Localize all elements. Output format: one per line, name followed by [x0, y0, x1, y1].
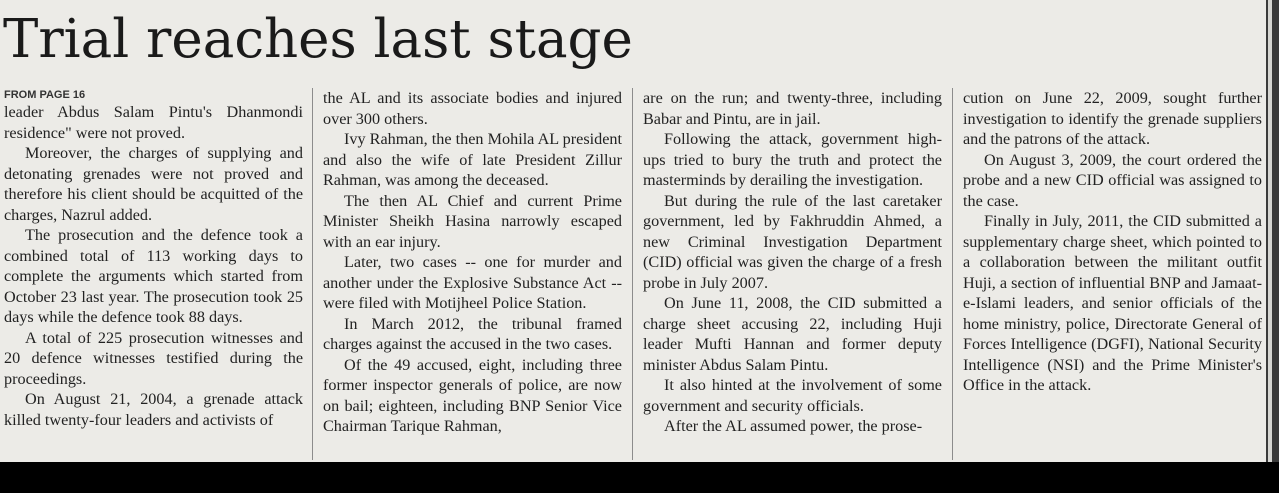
paragraph: It also hinted at the involvement of some government and security officials.	[643, 376, 942, 415]
paragraph: Later, two cases -- one for murder and another under the Explosive Substance Act -- were filed with Motijheel Police Station.	[323, 253, 622, 312]
paragraph: Finally in July, 2011, the CID submitted a supplementary charge sheet, which pointed to a collaboration between the militant outfit Huji, a section of influential BNP and Jamaat-e-Islami leaders, and senior officials of the home ministry, police, Directorate General of Forces Intelligence (DGFI), National Security Intelligence (NSI) and the Prime Minister's Office in the attack.	[963, 212, 1262, 394]
paragraph: cution on June 22, 2009, sought further investigation to identify the grenade suppliers and the patrons of the attack.	[963, 89, 1262, 148]
paragraph: the AL and its associate bodies and injured over 300 others.	[323, 89, 622, 128]
paragraph: A total of 225 prosecution witnesses and 20 defence witnesses testified during the proceedings.	[4, 328, 303, 388]
paragraph: Ivy Rahman, the then Mohila AL president and also the wife of late President Zillur Rahman, was among the deceased.	[323, 130, 622, 189]
paragraph: leader Abdus Salam Pintu's Dhanmondi residence" were not proved.	[4, 103, 303, 142]
paragraph: The prosecution and the defence took a combined total of 113 working days to complete the arguments which started from October 23 last year. The prosecution took 25 days while the defence took 88 days.	[4, 226, 303, 326]
headline: Trial reaches last stage	[3, 9, 633, 70]
bottom-bar	[0, 462, 1279, 493]
article-column-2	[323, 88, 622, 437]
paragraph: On June 11, 2008, the CID submitted a charge sheet accusing 22, including Huji leader Mufti Hannan and former deputy minister Abdus Salam Pintu.	[643, 294, 942, 374]
jump-label: FROM PAGE 16	[4, 89, 86, 101]
paragraph: But during the rule of the last caretaker government, led by Fakhruddin Ahmed, a new Criminal Investigation Department (CID) official was given the charge of a fresh probe in July 2007.	[643, 191, 942, 292]
column-rule	[952, 88, 953, 460]
article-column-4	[963, 88, 1262, 396]
column-rule	[632, 88, 633, 460]
page-edge	[1266, 0, 1279, 462]
paragraph: After the AL assumed power, the prose-	[664, 417, 923, 435]
paragraph: Following the attack, government high-ups tried to bury the truth and protect the masterminds by derailing the investigation.	[643, 130, 942, 189]
paragraph: The then AL Chief and current Prime Minister Sheikh Hasina narrowly escaped with an ear injury.	[323, 191, 622, 251]
paragraph: Moreover, the charges of supplying and detonating grenades were not proved and therefore his client should be acquitted of the charges, Nazrul added.	[4, 144, 303, 224]
paragraph: On August 21, 2004, a grenade attack killed twenty-four leaders and activists of	[4, 390, 303, 429]
paragraph: In March 2012, the tribunal framed charges against the accused in the two cases.	[323, 314, 622, 353]
paragraph: are on the run; and twenty-three, including Babar and Pintu, are in jail.	[643, 89, 942, 128]
article-column-3	[643, 88, 942, 437]
column-rule	[312, 88, 313, 460]
paragraph: On August 3, 2009, the court ordered the probe and a new CID official was assigned to the case.	[963, 150, 1262, 210]
paragraph: Of the 49 accused, eight, including three former inspector generals of police, are now on bail; eighteen, including BNP Senior Vice Chairman Tarique Rahman,	[323, 355, 622, 435]
article-column-1	[4, 88, 303, 430]
